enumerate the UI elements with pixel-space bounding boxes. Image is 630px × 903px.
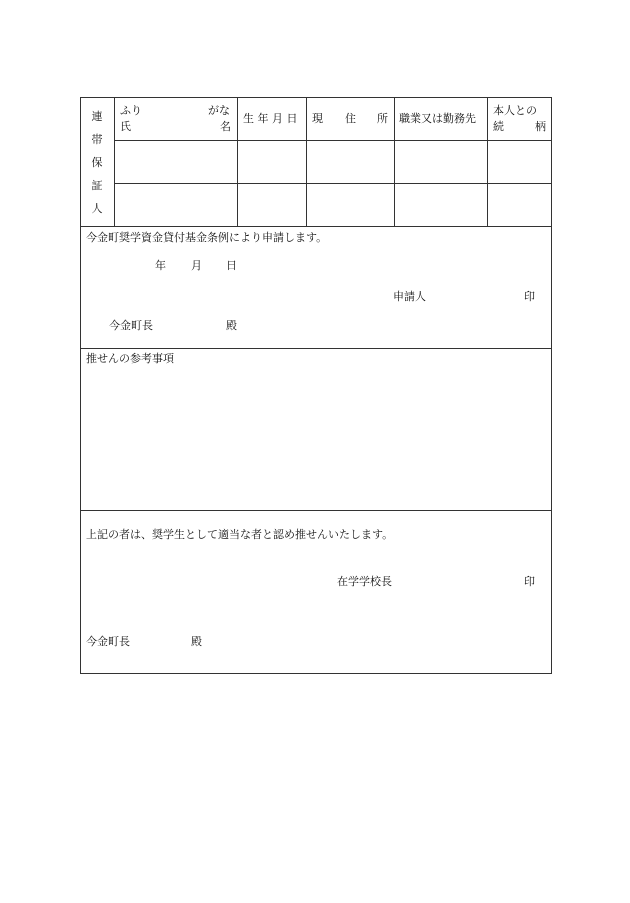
guarantor-2-occupation-field[interactable] — [395, 184, 487, 226]
applicant-seal-mark: 印 — [524, 290, 535, 303]
furigana-header-right: がな — [208, 104, 230, 117]
name-header-left: 氏 — [120, 120, 131, 133]
frame-bottom-border — [80, 673, 552, 674]
guarantor-1-relation-field[interactable] — [488, 141, 551, 183]
birthdate-header: 生 年 月 日 — [243, 112, 298, 125]
address-header-left: 現 — [312, 112, 323, 125]
guarantor-2-name-field[interactable] — [115, 184, 237, 226]
guarantor-label-char: 保 — [91, 156, 103, 169]
endorsement-addressee-mayor: 今金町長 — [86, 635, 130, 648]
principal-seal-mark: 印 — [524, 575, 535, 588]
guarantor-2-birthdate-field[interactable] — [238, 184, 306, 226]
endorsement-statement: 上記の者は、奨学生として適当な者と認め推せんいたします。 — [86, 528, 394, 541]
guarantor-section-label — [87, 105, 107, 220]
guarantor-label-char: 人 — [91, 202, 103, 215]
addressee-honorific: 殿 — [226, 319, 237, 332]
guarantor-label-char: 帯 — [91, 133, 103, 146]
application-statement: 今金町奨学資金貸付基金条例により申請します。 — [86, 231, 328, 244]
guarantor-1-birthdate-field[interactable] — [238, 141, 306, 183]
recommendation-notes-label: 推せんの参考事項 — [86, 352, 174, 365]
relation-header-bottom-left: 続 — [493, 120, 504, 133]
guarantor-label-char: 証 — [91, 179, 103, 192]
frame-top-border — [80, 97, 552, 98]
date-year-label: 年 — [155, 259, 166, 272]
address-header-right: 所 — [377, 112, 388, 125]
date-day-label: 日 — [226, 259, 237, 272]
guarantor-1-occupation-field[interactable] — [395, 141, 487, 183]
guarantor-section-bottom — [80, 226, 552, 227]
guarantor-1-address-field[interactable] — [307, 141, 394, 183]
guarantor-1-name-field[interactable] — [115, 141, 237, 183]
address-header-mid: 住 — [345, 112, 356, 125]
principal-label: 在学学校長 — [337, 575, 392, 588]
frame-right-border — [551, 97, 552, 674]
guarantor-2-address-field[interactable] — [307, 184, 394, 226]
date-month-label: 月 — [191, 259, 202, 272]
endorsement-addressee-honorific: 殿 — [191, 635, 202, 648]
recommendation-notes-field[interactable] — [81, 368, 551, 509]
relation-header-top: 本人との — [493, 104, 537, 117]
application-section-bottom — [80, 348, 552, 349]
addressee-mayor: 今金町長 — [109, 319, 153, 332]
relation-header-bottom-right: 柄 — [535, 120, 546, 133]
name-header-right: 名 — [220, 120, 231, 133]
furigana-header-left: ふり — [120, 104, 142, 117]
occupation-header: 職業又は勤務先 — [399, 112, 476, 125]
guarantor-label-char: 連 — [91, 110, 103, 123]
applicant-label: 申請人 — [393, 290, 426, 303]
recommendation-section-bottom — [80, 510, 552, 511]
guarantor-2-relation-field[interactable] — [488, 184, 551, 226]
